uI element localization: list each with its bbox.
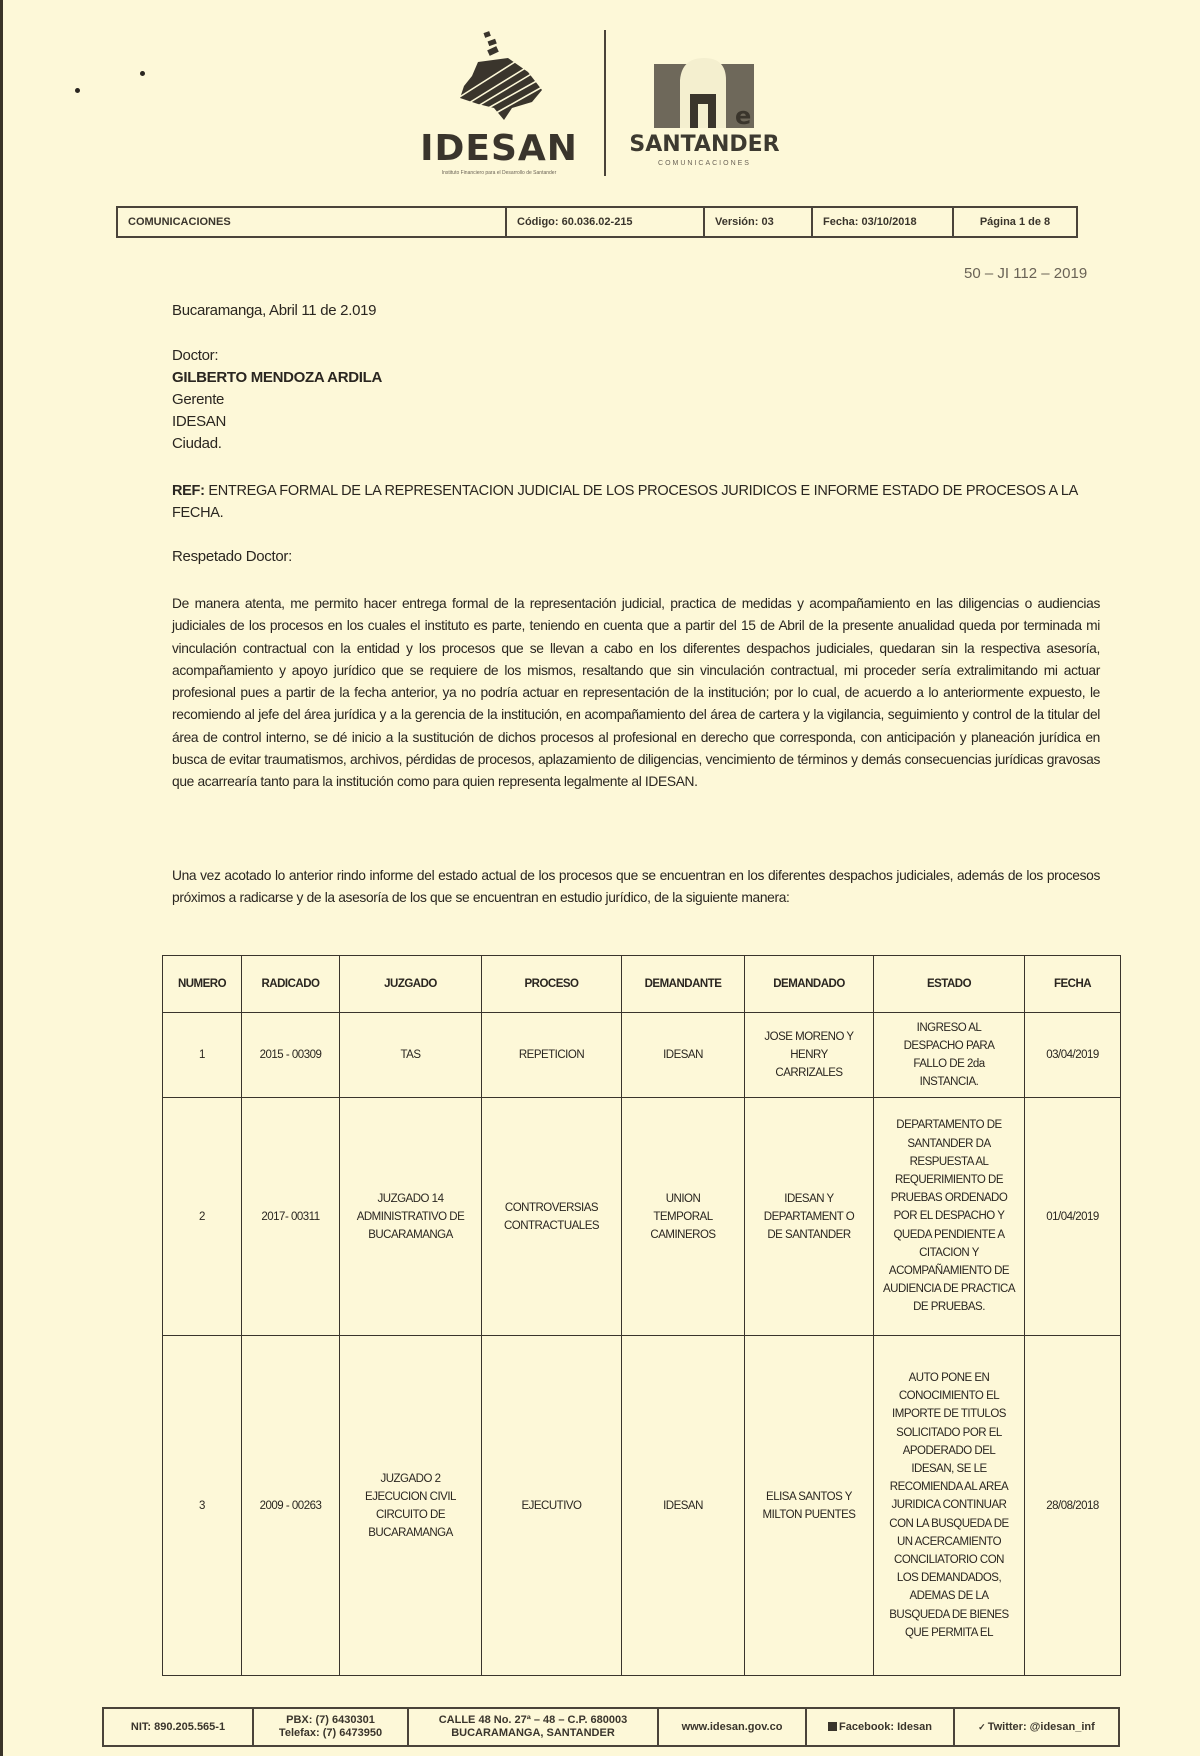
footer-twitter[interactable]	[955, 1709, 1118, 1745]
document-control-header	[116, 206, 1078, 238]
cell-proceso: EJECUTIVO	[482, 1336, 622, 1676]
place-date: Bucaramanga, Abril 11 de 2.019	[172, 302, 377, 319]
footer-address-line-1: CALLE 48 No. 27ª – 48 – C.P. 680003	[438, 1714, 628, 1726]
footer-facebook[interactable]	[807, 1709, 955, 1745]
control-area: COMUNICACIONES	[118, 208, 507, 236]
table-row	[163, 1013, 1121, 1098]
footer-website-link[interactable]: www.idesan.gov.co	[681, 1720, 783, 1733]
cell-juzgado: JUZGADO 14 ADMINISTRATIVO DE BUCARAMANGA	[340, 1098, 482, 1336]
cell-numero: 1	[163, 1013, 242, 1098]
cell-radicado: 2009 - 00263	[242, 1336, 340, 1676]
cell-radicado: 2015 - 00309	[242, 1013, 340, 1098]
recipient-position: Gerente	[172, 391, 225, 408]
santander-logo	[622, 50, 787, 178]
recipient-title: Doctor:	[172, 347, 219, 364]
table-row	[163, 1336, 1121, 1676]
document-reference: 50 – JI 112 – 2019	[964, 265, 1088, 282]
process-status-table	[162, 955, 1121, 1676]
cell-estado: DEPARTAMENTO DE SANTANDER DA RESPUESTA AL REQUERIMIENTO DE PRUEBAS ORDENADO POR EL DESPACHO Y QUEDA PENDIENTE A CITACION Y ACOMPAÑAMIENTO DE AUDIENCIA DE PRACTICA DE PRUEBAS.	[874, 1098, 1025, 1336]
idesan-map-emblem-icon	[408, 28, 590, 128]
footer-pbx: PBX: (7) 6430301	[286, 1714, 375, 1726]
footer-facebook-link[interactable]: Facebook: Idesan	[839, 1720, 932, 1733]
logo-divider	[604, 30, 606, 176]
body-paragraph-1: De manera atenta, me permito hacer entrega formal de la representación judicial, practica de medidas y acompañamiento en las diligencias o audiencias judiciales de los procesos en los cuales el instituto es parte, teniendo en cuenta que a partir del 15 de Abril de la presente anualidad queda por terminada mi vinculación contractual con la entidad y los procesos que se llevan a cabo en los diferentes despachos judiciales, quedaran sin la respectiva asesoría, acompañamiento y apoyo jurídico que se requiere de los mismos, resaltando que sin vinculación contractual, mi proceder sería extralimitando mi actuar profesional pues a partir de la fecha anterior, ya no podría actuar en representación de la institución; por lo cual, de acuerdo a lo anteriormente expuesto, le recomiendo al jefe del área jurídica y a la gerencia de la institución, en acompañamiento del área de cartera y la vigilancia, seguimiento y control de la titular del área de control interno, se dé inicio a la sustitución de dichos procesos al profesional en derecho que corresponda, con anticipación y planeación jurídica en busca de evitar traumatismos, archivos, pérdidas de procesos, aplazamiento de diligencias, vencimiento de términos y demás consecuencias jurídicas gravosas que acarrearía tanto para la institución como para quien representa legalmente al IDESAN.	[172, 596, 1100, 790]
recipient-block	[172, 345, 382, 455]
cell-fecha: 01/04/2019	[1025, 1098, 1121, 1336]
recipient-organization: IDESAN	[172, 413, 227, 430]
cell-fecha: 03/04/2019	[1025, 1013, 1121, 1098]
header-demandado: DEMANDADO	[745, 956, 874, 1013]
facebook-icon	[828, 1722, 837, 1731]
header-estado: ESTADO	[874, 956, 1025, 1013]
cell-estado: AUTO PONE EN CONOCIMIENTO EL IMPORTE DE TITULOS SOLICITADO POR EL APODERADO DEL IDESAN, SE LE RECOMIENDA AL AREA JURIDICA CONTINUAR CON LA BUSQUEDA DE UN ACERCAMIENTO CONCILIATORIO CON LOS DEMANDADOS, ADEMAS DE LA BUSQUEDA DE BIENES QUE PERMITA EL	[874, 1336, 1025, 1676]
idesan-logo	[408, 28, 590, 178]
footer-twitter-link[interactable]: Twitter: @idesan_inf	[987, 1720, 1095, 1733]
header-fecha: FECHA	[1025, 956, 1121, 1013]
page-scan-edge	[0, 0, 3, 1756]
control-code: Código: 60.036.02-215	[507, 208, 705, 236]
cell-demandado: IDESAN Y DEPARTAMENT O DE SANTANDER	[745, 1098, 874, 1336]
recipient-city: Ciudad.	[172, 435, 222, 452]
scan-speck	[75, 88, 80, 93]
body-paragraph-2: Una vez acotado lo anterior rindo informe del estado actual de los procesos que se encuentran en los diferentes despachos judiciales, además de los procesos próximos a radicarse y de la asesoría de los que se encuentran en estudio jurídico, de la siguiente manera:	[172, 868, 1100, 906]
footer-fax: Telefax: (7) 6473950	[278, 1727, 383, 1739]
cell-demandante: IDESAN	[622, 1013, 745, 1098]
cell-demandante: UNION TEMPORAL CAMINEROS	[622, 1098, 745, 1336]
santander-wordmark: SANTANDER	[629, 132, 780, 157]
idesan-tagline: Instituto Financiero para el Desarrollo de Santander	[441, 170, 557, 176]
santander-emblem-letter: e	[735, 102, 752, 130]
header-numero: NUMERO	[163, 956, 242, 1013]
reference-label: REF:	[172, 483, 205, 499]
header-juzgado: JUZGADO	[340, 956, 482, 1013]
santander-emblem-icon	[622, 50, 787, 130]
footer-nit-text: NIT: 890.205.565-1	[130, 1720, 226, 1733]
footer-phones	[254, 1709, 409, 1745]
cell-proceso: REPETICION	[482, 1013, 622, 1098]
cell-demandado: ELISA SANTOS Y MILTON PUENTES	[745, 1336, 874, 1676]
scan-speck	[140, 71, 145, 76]
cell-numero: 2	[163, 1098, 242, 1336]
footer-nit	[104, 1709, 254, 1745]
cell-radicado: 2017- 00311	[242, 1098, 340, 1336]
recipient-name: GILBERTO MENDOZA ARDILA	[172, 369, 383, 386]
cell-juzgado: JUZGADO 2 EJECUCION CIVIL CIRCUITO DE BUCARAMANGA	[340, 1336, 482, 1676]
table-row	[163, 1098, 1121, 1336]
cell-demandado: JOSE MORENO Y HENRY CARRIZALES	[745, 1013, 874, 1098]
twitter-icon: ✓	[978, 1721, 986, 1732]
cell-demandante: IDESAN	[622, 1336, 745, 1676]
header-demandante: DEMANDANTE	[622, 956, 745, 1013]
cell-juzgado: TAS	[340, 1013, 482, 1098]
cell-estado: INGRESO AL DESPACHO PARA FALLO DE 2da INSTANCIA.	[874, 1013, 1025, 1098]
control-page: Página 1 de 8	[979, 216, 1051, 228]
idesan-wordmark: IDESAN	[420, 128, 578, 169]
reference-text: ENTREGA FORMAL DE LA REPRESENTACION JUDICIAL DE LOS PROCESOS JURIDICOS E INFORME ESTADO DE PROCESOS A LA FECHA.	[172, 483, 1078, 521]
footer-website[interactable]	[659, 1709, 807, 1745]
header-radicado: RADICADO	[242, 956, 340, 1013]
header-proceso: PROCESO	[482, 956, 622, 1013]
cell-proceso: CONTROVERSIAS CONTRACTUALES	[482, 1098, 622, 1336]
control-version: Versión: 03	[705, 208, 813, 236]
footer-address	[409, 1709, 659, 1745]
reference-line	[172, 480, 1102, 524]
table-header-row	[163, 956, 1121, 1013]
cell-fecha: 28/08/2018	[1025, 1336, 1121, 1676]
institution-footer	[102, 1707, 1120, 1747]
control-date: Fecha: 03/10/2018	[813, 208, 954, 236]
footer-address-line-2: BUCARAMANGA, SANTANDER	[451, 1727, 615, 1739]
cell-numero: 3	[163, 1336, 242, 1676]
salutation: Respetado Doctor:	[172, 548, 292, 565]
santander-tagline: COMUNICACIONES	[658, 160, 751, 167]
